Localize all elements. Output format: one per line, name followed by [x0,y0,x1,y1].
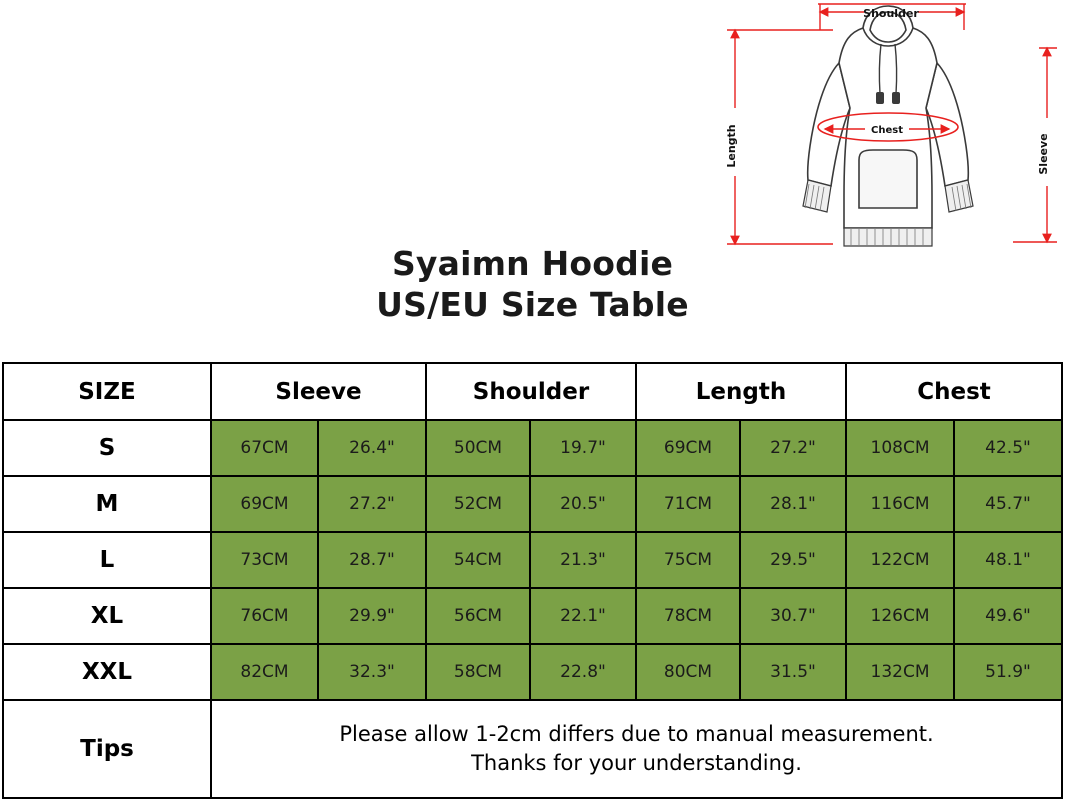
cell-sleeve-in: 26.4" [318,420,426,476]
header-size: SIZE [3,363,211,420]
tips-line-1: Please allow 1-2cm differs due to manual measurement. [339,722,934,746]
table-row [3,420,1062,476]
row-size-label: XL [3,588,211,644]
diagram-label-shoulder: Shoulder [863,7,919,20]
cell-sleeve-cm: 76CM [211,588,318,644]
title-line-1: Syaimn Hoodie [391,244,674,283]
cell-length-in: 29.5" [740,532,846,588]
cell-shoulder-in: 20.5" [530,476,636,532]
cell-shoulder-in: 22.1" [530,588,636,644]
cell-chest-in: 45.7" [954,476,1062,532]
table-row [3,532,1062,588]
size-table [2,362,1063,799]
cell-sleeve-in: 27.2" [318,476,426,532]
cell-sleeve-in: 32.3" [318,644,426,700]
diagram-label-length: Length [725,124,738,168]
header-length: Length [636,363,846,420]
diagram-label-chest: Chest [871,125,903,136]
cell-sleeve-cm: 82CM [211,644,318,700]
cell-shoulder-cm: 52CM [426,476,530,532]
cell-shoulder-cm: 54CM [426,532,530,588]
page-title [0,243,1065,325]
row-size-label: XXL [3,644,211,700]
table-row [3,644,1062,700]
cell-length-cm: 71CM [636,476,740,532]
cell-shoulder-cm: 58CM [426,644,530,700]
title-line-2: US/EU Size Table [376,285,689,324]
cell-sleeve-in: 28.7" [318,532,426,588]
cell-chest-in: 42.5" [954,420,1062,476]
cell-length-cm: 75CM [636,532,740,588]
cell-chest-in: 49.6" [954,588,1062,644]
table-row [3,588,1062,644]
cell-shoulder-in: 21.3" [530,532,636,588]
row-size-label: S [3,420,211,476]
cell-sleeve-cm: 73CM [211,532,318,588]
cell-sleeve-in: 29.9" [318,588,426,644]
cell-sleeve-cm: 69CM [211,476,318,532]
header-chest: Chest [846,363,1062,420]
cell-chest-in: 48.1" [954,532,1062,588]
cell-chest-cm: 108CM [846,420,954,476]
cell-length-in: 30.7" [740,588,846,644]
cell-chest-cm: 132CM [846,644,954,700]
cell-chest-cm: 126CM [846,588,954,644]
table-row [3,476,1062,532]
cell-chest-in: 51.9" [954,644,1062,700]
tips-label: Tips [3,700,211,798]
cell-length-cm: 80CM [636,644,740,700]
tips-row [3,700,1062,798]
hoodie-measurement-diagram [713,0,1065,258]
tips-line-2: Thanks for your understanding. [471,751,802,775]
cell-shoulder-cm: 56CM [426,588,530,644]
header-shoulder: Shoulder [426,363,636,420]
cell-chest-cm: 122CM [846,532,954,588]
cell-length-cm: 78CM [636,588,740,644]
cell-shoulder-cm: 50CM [426,420,530,476]
tips-text [211,700,1062,798]
diagram-label-sleeve: Sleeve [1037,133,1050,175]
row-size-label: M [3,476,211,532]
cell-length-in: 31.5" [740,644,846,700]
cell-sleeve-cm: 67CM [211,420,318,476]
cell-length-cm: 69CM [636,420,740,476]
cell-chest-cm: 116CM [846,476,954,532]
cell-shoulder-in: 19.7" [530,420,636,476]
table-header-row [3,363,1062,420]
cell-length-in: 27.2" [740,420,846,476]
row-size-label: L [3,532,211,588]
cell-length-in: 28.1" [740,476,846,532]
header-sleeve: Sleeve [211,363,426,420]
cell-shoulder-in: 22.8" [530,644,636,700]
size-table-container [2,362,1061,799]
